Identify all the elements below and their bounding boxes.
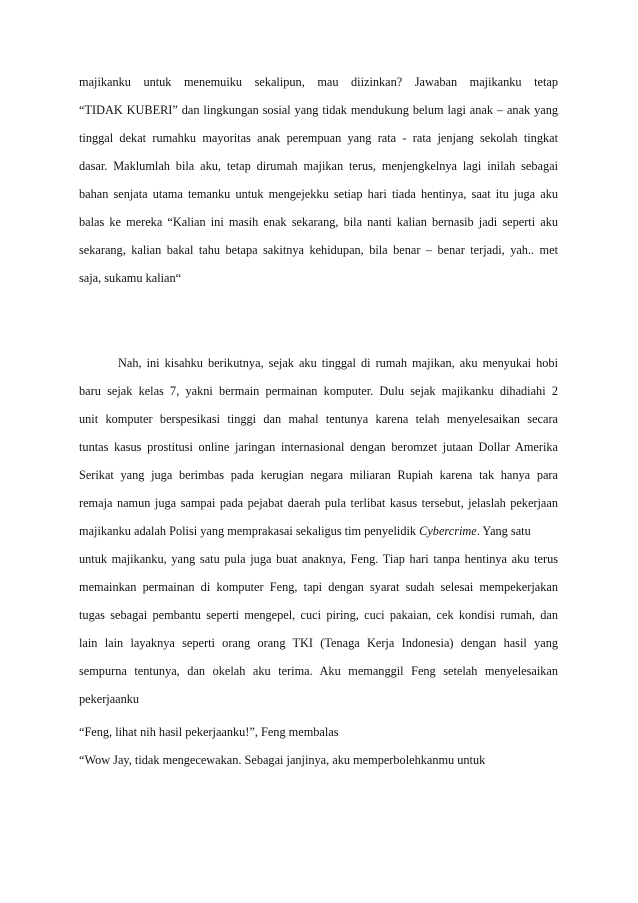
paragraph-first-line: Nah, ini kisahku berikutnya, sejak aku tinggal di rumah majikan, aku menyukai hobi	[118, 356, 558, 370]
text-line: bahan senjata utama temanku untuk mengejekku setiap hari tiada hentinya, saat itu juga aku	[79, 187, 558, 201]
text-line: tuntas kasus prostitusi online jaringan internasional dengan beromzet jutaan Dollar Amerika	[79, 440, 558, 454]
text-line: saja, sukamu kalian“	[79, 271, 182, 285]
text-line: dasar. Maklumlah bila aku, tetap dirumah majikan terus, menjengkelnya lagi inilah sebagai	[79, 159, 558, 173]
italic-term: Cybercrime	[419, 524, 477, 538]
text-line	[79, 523, 558, 539]
text-line: Serikat yang juga berimbas pada kerugian negara miliaran Rupiah karena tak hanya para	[79, 468, 558, 482]
text-line: remaja namun juga sampai pada pejabat daerah pula terlibat kasus tersebut, jelaslah pekerjaan	[79, 496, 558, 510]
text-segment: . Yang satu	[476, 524, 531, 538]
text-line: majikanku untuk menemuiku sekalipun, mau diizinkan? Jawaban majikanku tetap	[79, 75, 558, 89]
text-line: sempurna tentunya, dan okelah aku terima. Aku memanggil Feng setelah menyelesaikan	[79, 664, 558, 678]
text-line: memainkan permainan di komputer Feng, tapi dengan syarat sudah selesai mempekerjakan	[79, 580, 558, 594]
text-line: pekerjaanku	[79, 692, 140, 706]
text-line: unit komputer berspesikasi tinggi dan mahal tentunya karena telah menyelesaikan secara	[79, 412, 558, 426]
text-line: tugas sebagai pembantu seperti mengepel, cuci piring, cuci pakaian, cek kondisi rumah, dan	[79, 608, 558, 622]
text-line: lain lain layaknya seperti orang orang TKI (Tenaga Kerja Indonesia) dengan hasil yang	[79, 636, 558, 650]
text-line: sekarang, kalian bakal tahu betapa sakitnya kehidupan, bila benar – benar terjadi, yah.. met	[79, 243, 558, 257]
text-line: untuk majikanku, yang satu pula juga buat anaknya, Feng. Tiap hari tanpa hentinya aku terus	[79, 552, 558, 566]
dialogue-line: “Wow Jay, tidak mengecewakan. Sebagai janjinya, aku memperbolehkanmu untuk	[79, 753, 486, 767]
text-line: baru sejak kelas 7, yakni bermain permainan komputer. Dulu sejak majikanku dihadiahi 2	[79, 384, 558, 398]
dialogue-line: “Feng, lihat nih hasil pekerjaanku!”, Feng membalas	[79, 725, 339, 739]
text-line: “TIDAK KUBERI” dan lingkungan sosial yang tidak mendukung belum lagi anak – anak yang	[79, 103, 558, 117]
text-segment: majikanku adalah Polisi yang memprakasai sekaligus tim penyelidik	[79, 524, 420, 538]
text-line: tinggal dekat rumahku mayoritas anak perempuan yang rata - rata jenjang sekolah tingkat	[79, 131, 558, 145]
text-line: balas ke mereka “Kalian ini masih enak sekarang, bila nanti kalian bernasib jadi seperti aku	[79, 215, 558, 229]
